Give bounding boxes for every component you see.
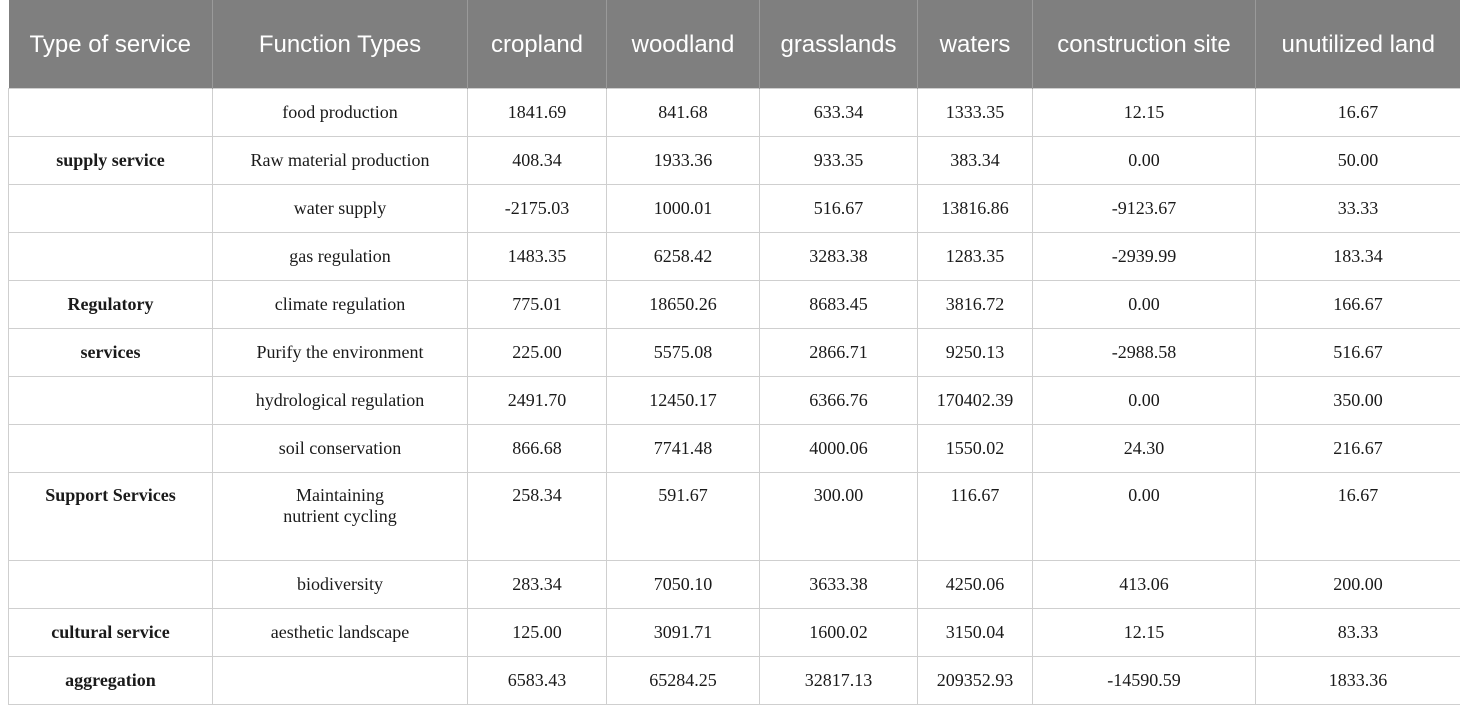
- value-cell: 258.34: [468, 473, 607, 561]
- value-cell: 841.68: [607, 89, 760, 137]
- value-cell: 225.00: [468, 329, 607, 377]
- value-cell: 591.67: [607, 473, 760, 561]
- value-cell: -9123.67: [1033, 185, 1256, 233]
- value-cell: 13816.86: [918, 185, 1033, 233]
- value-cell: 9250.13: [918, 329, 1033, 377]
- table-row: [9, 233, 1460, 281]
- value-cell: 12.15: [1033, 89, 1256, 137]
- value-cell: 350.00: [1256, 377, 1460, 425]
- function-type-cell: food production: [213, 89, 468, 137]
- function-type-cell: [213, 657, 468, 705]
- value-cell: 12450.17: [607, 377, 760, 425]
- table-row: [9, 281, 1460, 329]
- value-cell: 1600.02: [760, 609, 918, 657]
- value-cell: 6366.76: [760, 377, 918, 425]
- value-cell: 209352.93: [918, 657, 1033, 705]
- header-construction-site: construction site: [1033, 0, 1256, 89]
- table-row: [9, 89, 1460, 137]
- value-cell: 183.34: [1256, 233, 1460, 281]
- service-category-cell: aggregation: [9, 657, 213, 705]
- value-cell: 50.00: [1256, 137, 1460, 185]
- value-cell: 3816.72: [918, 281, 1033, 329]
- value-cell: 3283.38: [760, 233, 918, 281]
- value-cell: 1000.01: [607, 185, 760, 233]
- value-cell: 3091.71: [607, 609, 760, 657]
- function-type-cell: biodiversity: [213, 561, 468, 609]
- value-cell: 166.67: [1256, 281, 1460, 329]
- ecosystem-service-value-table: [8, 0, 1460, 705]
- table-row: [9, 561, 1460, 609]
- value-cell: 4250.06: [918, 561, 1033, 609]
- value-cell: 24.30: [1033, 425, 1256, 473]
- value-cell: 4000.06: [760, 425, 918, 473]
- value-cell: 18650.26: [607, 281, 760, 329]
- value-cell: 65284.25: [607, 657, 760, 705]
- service-category-cell: [9, 377, 213, 425]
- value-cell: 16.67: [1256, 89, 1460, 137]
- service-category-cell: [9, 425, 213, 473]
- table-row: [9, 473, 1460, 561]
- function-type-cell: Purify the environment: [213, 329, 468, 377]
- service-category-cell: Support Services: [9, 473, 213, 561]
- value-cell: 125.00: [468, 609, 607, 657]
- header-woodland: woodland: [607, 0, 760, 89]
- table-row: [9, 657, 1460, 705]
- value-cell: 32817.13: [760, 657, 918, 705]
- value-cell: 3150.04: [918, 609, 1033, 657]
- value-cell: 516.67: [760, 185, 918, 233]
- value-cell: 408.34: [468, 137, 607, 185]
- header-waters: waters: [918, 0, 1033, 89]
- value-cell: -2988.58: [1033, 329, 1256, 377]
- function-type-cell: aesthetic landscape: [213, 609, 468, 657]
- service-category-cell: services: [9, 329, 213, 377]
- value-cell: 1933.36: [607, 137, 760, 185]
- service-category-cell: Regulatory: [9, 281, 213, 329]
- function-type-cell: hydrological regulation: [213, 377, 468, 425]
- value-cell: 6583.43: [468, 657, 607, 705]
- value-cell: 413.06: [1033, 561, 1256, 609]
- value-cell: 3633.38: [760, 561, 918, 609]
- header-grasslands: grasslands: [760, 0, 918, 89]
- value-cell: 1283.35: [918, 233, 1033, 281]
- value-cell: 116.67: [918, 473, 1033, 561]
- value-cell: 170402.39: [918, 377, 1033, 425]
- value-cell: 83.33: [1256, 609, 1460, 657]
- value-cell: 300.00: [760, 473, 918, 561]
- value-cell: 383.34: [918, 137, 1033, 185]
- service-category-cell: [9, 89, 213, 137]
- table-row: [9, 377, 1460, 425]
- service-category-cell: cultural service: [9, 609, 213, 657]
- function-type-line: nutrient cycling: [219, 506, 461, 527]
- value-cell: -2175.03: [468, 185, 607, 233]
- function-type-cell: [213, 473, 468, 561]
- value-cell: 16.67: [1256, 473, 1460, 561]
- value-cell: 1333.35: [918, 89, 1033, 137]
- value-cell: 2866.71: [760, 329, 918, 377]
- value-cell: 1833.36: [1256, 657, 1460, 705]
- table-row: [9, 185, 1460, 233]
- value-cell: 7050.10: [607, 561, 760, 609]
- function-type-cell: climate regulation: [213, 281, 468, 329]
- value-cell: 12.15: [1033, 609, 1256, 657]
- table-row: [9, 329, 1460, 377]
- value-cell: 33.33: [1256, 185, 1460, 233]
- service-category-cell: [9, 185, 213, 233]
- value-cell: 516.67: [1256, 329, 1460, 377]
- table-row: [9, 609, 1460, 657]
- value-cell: -14590.59: [1033, 657, 1256, 705]
- function-type-cell: water supply: [213, 185, 468, 233]
- value-cell: 283.34: [468, 561, 607, 609]
- service-category-cell: [9, 233, 213, 281]
- header-row: [9, 0, 1460, 89]
- header-unutilized-land: unutilized land: [1256, 0, 1460, 89]
- value-cell: 1550.02: [918, 425, 1033, 473]
- value-cell: 2491.70: [468, 377, 607, 425]
- value-cell: 933.35: [760, 137, 918, 185]
- value-cell: 1483.35: [468, 233, 607, 281]
- function-type-cell: Raw material production: [213, 137, 468, 185]
- value-cell: 0.00: [1033, 473, 1256, 561]
- value-cell: -2939.99: [1033, 233, 1256, 281]
- value-cell: 6258.42: [607, 233, 760, 281]
- value-cell: 8683.45: [760, 281, 918, 329]
- function-type-cell: soil conservation: [213, 425, 468, 473]
- header-cropland: cropland: [468, 0, 607, 89]
- value-cell: 0.00: [1033, 377, 1256, 425]
- table-row: [9, 425, 1460, 473]
- value-cell: 775.01: [468, 281, 607, 329]
- header-type-of-service: Type of service: [9, 0, 213, 89]
- service-category-cell: supply service: [9, 137, 213, 185]
- value-cell: 216.67: [1256, 425, 1460, 473]
- value-cell: 5575.08: [607, 329, 760, 377]
- value-cell: 0.00: [1033, 137, 1256, 185]
- value-cell: 866.68: [468, 425, 607, 473]
- function-type-cell: gas regulation: [213, 233, 468, 281]
- service-category-cell: [9, 561, 213, 609]
- value-cell: 0.00: [1033, 281, 1256, 329]
- value-cell: 633.34: [760, 89, 918, 137]
- function-type-line: Maintaining: [219, 485, 461, 506]
- value-cell: 1841.69: [468, 89, 607, 137]
- value-cell: 200.00: [1256, 561, 1460, 609]
- header-function-types: Function Types: [213, 0, 468, 89]
- table-row: [9, 137, 1460, 185]
- value-cell: 7741.48: [607, 425, 760, 473]
